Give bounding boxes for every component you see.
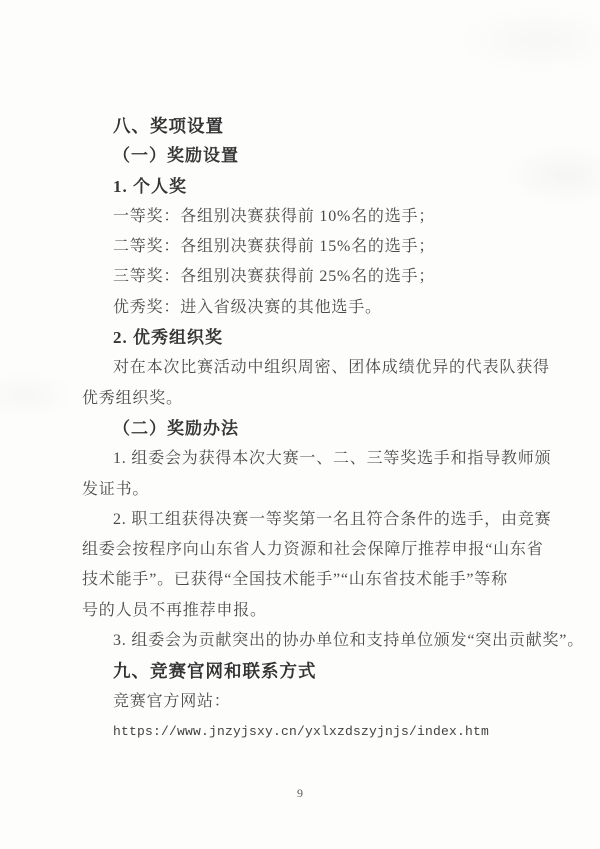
website-url-text: https://www.jnzyjsxy.cn/yxlxzdszyjnjs/index.htm	[113, 723, 490, 739]
line-second-prize: 二等奖：各组别决赛获得前 15%名的选手；	[113, 238, 436, 256]
line-method-2d: 号的人员不再推荐申报。	[82, 601, 267, 619]
line-website-label: 竞赛官方网站：	[113, 692, 231, 710]
line-excellence-award: 优秀奖：进入省级决赛的其他选手。	[113, 298, 382, 316]
heading-reward-setup: （一）奖励设置	[113, 146, 239, 166]
line-method-3: 3. 组委会为贡献突出的协办单位和支持单位颁发“突出贡献奖”。	[113, 632, 585, 650]
page-number: 9	[297, 786, 303, 800]
document-content	[82, 111, 585, 747]
line-method-2b: 组委会按程序向山东省人力资源和社会保障厅推荐申报“山东省	[82, 541, 544, 559]
line-method-2c: 技术能手”。已获得“全国技术能手”“山东省技术能手”等称	[82, 571, 508, 589]
line-method-2a: 2. 职工组获得决赛一等奖第一名且符合条件的选手，由竞赛	[113, 510, 552, 528]
heading-official-website-contact: 九、竞赛官网和联系方式	[113, 661, 317, 682]
line-organization-award-2: 优秀组织奖。	[82, 389, 183, 407]
heading-excellent-organization-award: 2. 优秀组织奖	[113, 328, 223, 348]
line-first-prize: 一等奖：各组别决赛获得前 10%名的选手；	[113, 207, 436, 225]
line-method-1a: 1. 组委会为获得本次大赛一、二、三等奖选手和指导教师颁	[113, 450, 552, 468]
heading-individual-award: 1. 个人奖	[113, 176, 187, 196]
heading-awards-setup: 八、奖项设置	[113, 116, 224, 136]
line-third-prize: 三等奖：各组别决赛获得前 25%名的选手；	[113, 268, 436, 286]
line-method-1b: 发证书。	[82, 480, 150, 498]
heading-reward-method: （二）奖励办法	[113, 418, 239, 438]
line-organization-award-1: 对在本次比赛活动中组织周密、团体成绩优异的代表队获得	[113, 359, 550, 377]
